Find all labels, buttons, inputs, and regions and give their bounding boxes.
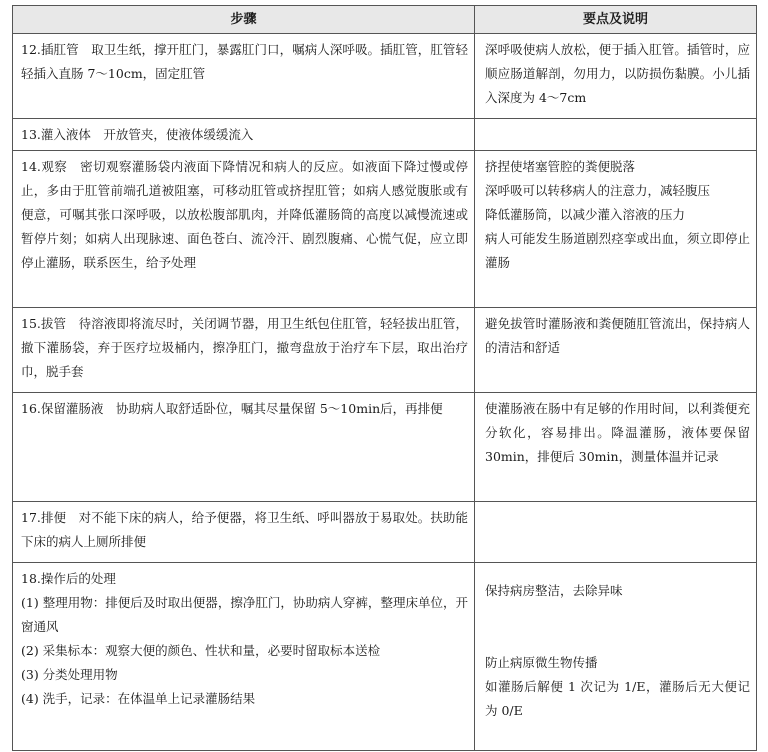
note-line: 挤捏使堵塞管腔的粪便脱落 (485, 159, 636, 174)
step-cell: 17.排便 对不能下床的病人，给予便器，将卫生纸、呼叫器放于易取处。扶助能下床的病人上厕所排便 (13, 502, 475, 563)
notes-cell: 避免拔管时灌肠液和粪便随肛管流出，保持病人的清洁和舒适 (475, 308, 757, 393)
note-line: 降低灌肠筒，以减少灌入溶液的压力 (485, 207, 686, 222)
header-steps: 步骤 (13, 6, 475, 34)
table-row (13, 119, 757, 151)
notes-cell (475, 563, 757, 751)
note-line: 如灌肠后解便 1 次记为 1/E，灌肠后无大便记为 0/E (485, 679, 750, 718)
note-line: 保持病房整洁，去除异味 (485, 583, 623, 598)
table-row (13, 151, 757, 308)
table-row (13, 308, 757, 393)
note-line: 病人可能发生肠道剧烈痉挛或出血，须立即停止灌肠 (485, 231, 750, 270)
header-notes: 要点及说明 (475, 6, 757, 34)
table-row (13, 563, 757, 751)
notes-cell (475, 119, 757, 151)
step-line: (4) 洗手，记录：在体温单上记录灌肠结果 (21, 691, 256, 706)
step-cell: 13.灌入液体 开放管夹，使液体缓缓流入 (13, 119, 475, 151)
step-cell: 16.保留灌肠液 协助病人取舒适卧位，嘱其尽量保留 5～10min后，再排便 (13, 393, 475, 502)
notes-cell: 深呼吸使病人放松，便于插入肛管。插管时，应顺应肠道解剖，勿用力，以防损伤黏膜。小儿插入深度为 4～7cm (475, 34, 757, 119)
note-line: 防止病原微生物传播 (485, 655, 598, 670)
notes-cell (475, 151, 757, 308)
step-line: (2) 采集标本：观察大便的颜色、性状和量，必要时留取标本送检 (21, 643, 381, 658)
table-row (13, 393, 757, 502)
step-line: (3) 分类处理用物 (21, 667, 118, 682)
table-header-row (13, 6, 757, 34)
notes-cell (475, 502, 757, 563)
step-line: 18.操作后的处理 (21, 571, 116, 586)
table-row (13, 502, 757, 563)
step-line: (1) 整理用物：排便后及时取出便器，擦净肛门，协助病人穿裤，整理床单位，开窗通风 (21, 595, 468, 634)
notes-cell: 使灌肠液在肠中有足够的作用时间，以利粪便充分软化，容易排出。降温灌肠，液体要保留 30min，排便后 30min，测量体温并记录 (475, 393, 757, 502)
step-cell: 15.拔管 待溶液即将流尽时，关闭调节器，用卫生纸包住肛管，轻轻拔出肛管，撤下灌肠袋，弃于医疗垃圾桶内，擦净肛门，撤弯盘放于治疗车下层，取出治疗巾，脱手套 (13, 308, 475, 393)
table-row (13, 34, 757, 119)
step-cell (13, 563, 475, 751)
step-cell: 12.插肛管 取卫生纸，撑开肛门，暴露肛门口，嘱病人深呼吸。插肛管，肛管轻轻插入直肠 7～10cm，固定肛管 (13, 34, 475, 119)
note-line: 深呼吸可以转移病人的注意力，减轻腹压 (485, 183, 711, 198)
step-cell: 14.观察 密切观察灌肠袋内液面下降情况和病人的反应。如液面下降过慢或停止，多由于肛管前端孔道被阻塞，可移动肛管或挤捏肛管；如病人感觉腹胀或有便意，可嘱其张口深呼吸，以放松腹部肌肉，并降低灌肠筒的高度以减慢流速或暂停片刻；如病人出现脉速、面色苍白、流冷汗、剧烈腹痛、心慌气促，应立即停止灌肠，联系医生，给予处理 (13, 151, 475, 308)
procedure-table (12, 5, 757, 751)
